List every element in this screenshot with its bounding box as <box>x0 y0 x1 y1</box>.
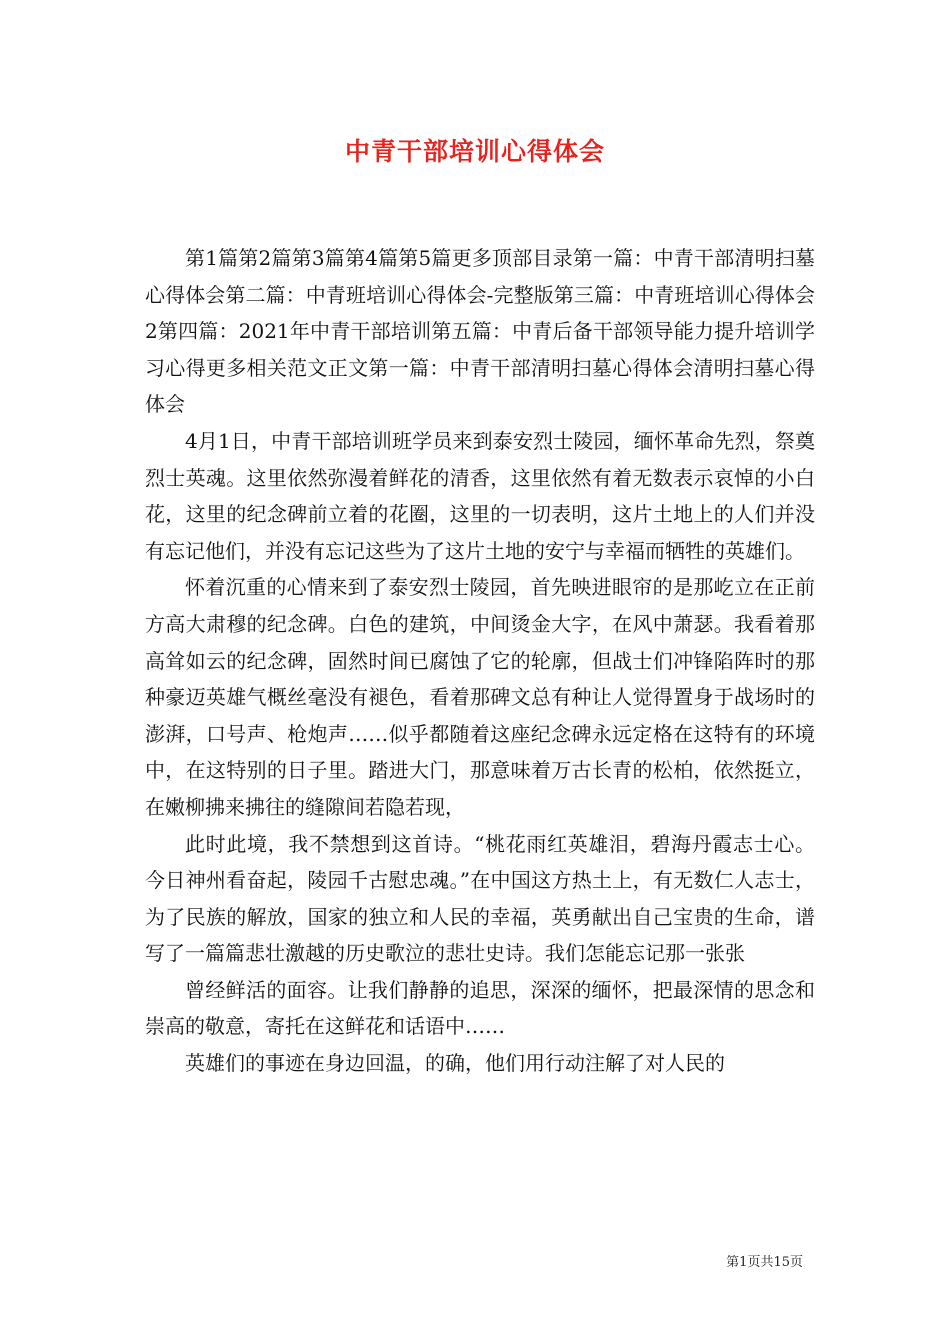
paragraph-4: 曾经鲜活的面容。让我们静静的追思，深深的缅怀，把最深情的思念和崇高的敬意，寄托在这鲜花和话语中…… <box>145 977 815 1039</box>
document-body <box>145 240 815 1082</box>
paragraph-5: 英雄们的事迹在身边回温，的确，他们用行动注解了对人民的 <box>185 1051 725 1076</box>
paragraph-3: 此时此境，我不禁想到这首诗。“桃花雨红英雄泪，碧海丹霞志士心。今日神州看奋起，陵园千古慰忠魂。”在中国这方热土上，有无数仁人志士，为了民族的解放，国家的独立和人民的幸福，英勇献出自己宝贵的生命，谱写了一篇篇悲壮激越的历史歌泣的悲壮史诗。我们怎能忘记那一张张 <box>145 831 815 966</box>
paragraph-2: 怀着沉重的心情来到了泰安烈士陵园，首先映进眼帘的是那屹立在正前方高大肃穆的纪念碑。白色的建筑，中间烫金大字，在风中萧瑟。我看着那高耸如云的纪念碑，固然时间已腐蚀了它的轮廓，但战士们冲锋陷阵时的那种豪迈英雄气概丝毫没有褪色，看着那碑文总有种让人觉得置身于战场时的澎湃，口号声、枪炮声……似乎都随着这座纪念碑永远定格在这特有的环境中，在这特别的日子里。踏进大门，那意味着万古长青的松柏，依然挺立，在嫩柳拂来拂往的缝隙间若隐若现， <box>145 575 815 819</box>
document-title: 中青干部培训心得体会 <box>344 137 605 166</box>
page-number-footer: 第1页共15页 <box>726 1255 803 1270</box>
paragraph-1: 4月1日，中青干部培训班学员来到泰安烈士陵园，缅怀革命先烈，祭奠烈士英魂。这里依然弥漫着鲜花的清香，这里依然有着无数表示哀悼的小白花，这里的纪念碑前立着的花圈，这里的一切表明，这片土地上的人们并没有忘记他们，并没有忘记这些为了这片土地的安宁与幸福而牺牲的英雄们。 <box>145 428 815 563</box>
paragraph-toc: 第1篇第2篇第3篇第4篇第5篇更多顶部目录第一篇：中青干部清明扫墓心得体会第二篇：中青班培训心得体会-完整版第三篇：中青班培训心得体会2第四篇：2021年中青干部培训第五篇：中青后备干部领导能力提升培训学习心得更多相关范文正文第一篇：中青干部清明扫墓心得体会清明扫墓心得体会 <box>145 246 815 417</box>
